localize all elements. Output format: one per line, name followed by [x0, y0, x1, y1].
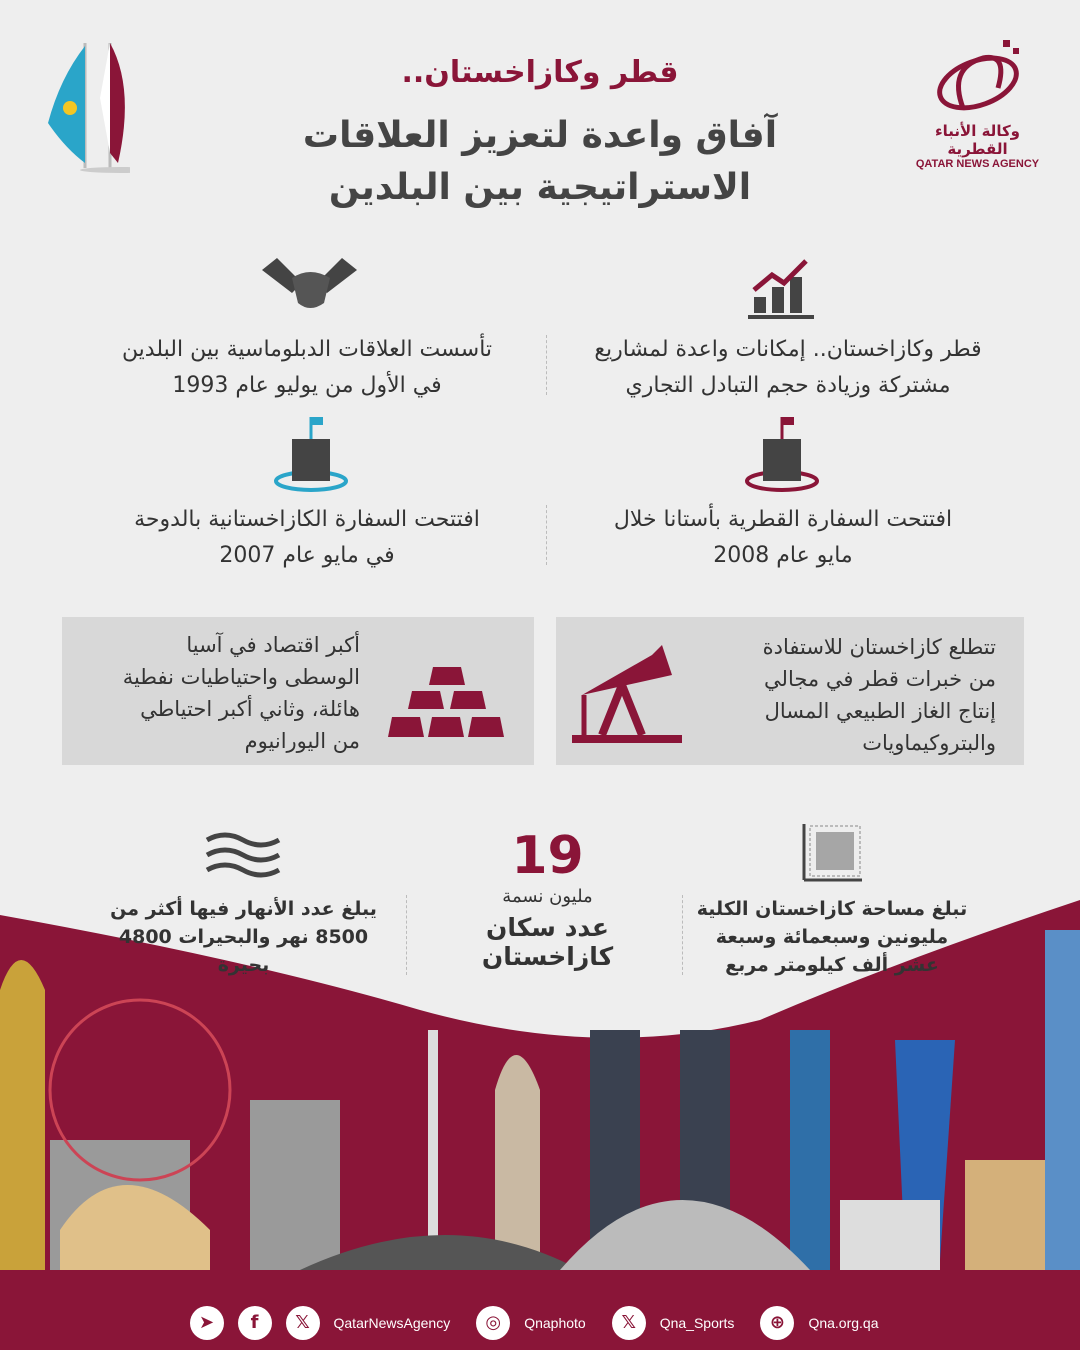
website-link[interactable]: Qna.org.qa: [808, 1314, 879, 1331]
title-line-1: آفاق واعدة لتعزيز العلاقات: [302, 115, 778, 156]
stat-area: [682, 895, 982, 979]
box-line: الوسطى واحتياطيات نفطية: [122, 665, 360, 689]
box-line: هائلة، وثاني أكبر احتياطي: [140, 697, 360, 721]
fact-kazakh-embassy: [72, 502, 542, 574]
fact-line: مايو عام 2008: [713, 543, 853, 568]
box-line: إنتاج الغاز الطبيعي المسال: [764, 699, 996, 723]
stat-rivers: [96, 895, 391, 979]
fact-line: افتتحت السفارة الكازاخستانية بالدوحة: [134, 507, 480, 532]
x-icon[interactable]: 𝕏: [286, 1306, 320, 1340]
gold-bars-icon: [388, 667, 506, 742]
fact-trade: [553, 332, 1023, 404]
fact-line: قطر وكازاخستان.. إمكانات واعدة لمشاريع: [594, 337, 982, 362]
fact-line: في الأول من يوليو عام 1993: [172, 373, 442, 398]
fact-qatar-embassy: [548, 502, 1018, 574]
telegram-icon[interactable]: ➤: [190, 1306, 224, 1340]
rivers-icon: [205, 830, 281, 880]
growth-chart-icon: [748, 255, 816, 320]
instagram-icon[interactable]: ◎: [476, 1306, 510, 1340]
stat-population: [420, 826, 675, 971]
fact-line: في مايو عام 2007: [219, 543, 395, 568]
stat-line: تبلغ مساحة كازاخستان الكلية: [696, 898, 968, 920]
stat-line: 8500 نهر والبحيرات 4800: [118, 926, 369, 948]
embassy-icon: [272, 415, 350, 495]
box-economy: [62, 617, 534, 765]
logo-arabic: وكالة الأنباء القطرية: [935, 122, 1020, 158]
divider: [546, 505, 547, 565]
oil-pump-icon: [572, 635, 682, 747]
qna-logo-icon: [928, 38, 1028, 118]
stat-line: يبلغ عدد الأنهار فيها أكثر من: [110, 898, 377, 920]
stat-line: بحيرة: [217, 954, 270, 976]
divider: [406, 895, 407, 975]
stat-line: مليونين وسبعمائة وسبعة: [715, 926, 949, 948]
box-economy-text: [123, 629, 360, 757]
fact-line: افتتحت السفارة القطرية بأستانا خلال: [613, 507, 953, 532]
footer: [0, 1295, 1080, 1350]
social-handle-link[interactable]: QatarNewsAgency: [333, 1314, 451, 1331]
qna-logo: [905, 38, 1050, 170]
box-line: تتطلع كازاخستان للاستفادة: [762, 635, 996, 659]
divider: [682, 895, 683, 975]
box-energy: [556, 617, 1024, 765]
instagram-link[interactable]: Qnaphoto: [524, 1314, 586, 1331]
area-icon: [800, 822, 864, 882]
divider: [546, 335, 547, 395]
population-label: عدد سكان كازاخستان: [481, 913, 614, 971]
fact-line: تأسست العلاقات الدبلوماسية بين البلدين: [121, 337, 493, 362]
title-line-2: الاستراتيجية بين البلدين: [328, 167, 752, 208]
box-line: أكبر اقتصاد في آسيا: [186, 633, 360, 657]
stat-line: عشر ألف كيلومتر مربع: [725, 954, 939, 976]
kicker: قطر وكازاخستان..: [401, 55, 679, 90]
box-line: من اليورانيوم: [244, 729, 360, 753]
embassy-icon: [743, 415, 821, 495]
facebook-icon[interactable]: f: [238, 1306, 272, 1340]
box-line: والبتروكيماويات: [862, 731, 996, 755]
fact-relations: [72, 332, 542, 404]
population-unit: مليون نسمة: [502, 886, 593, 907]
x-icon[interactable]: 𝕏: [612, 1306, 646, 1340]
population-number: 19: [511, 826, 584, 886]
box-line: من خبرات قطر في مجالي: [764, 667, 996, 691]
logo-english: QATAR NEWS AGENCY: [915, 158, 1040, 170]
box-energy-text: [763, 631, 996, 759]
fact-line: مشتركة وزيادة حجم التبادل التجاري: [625, 373, 951, 398]
globe-icon[interactable]: ⊕: [760, 1306, 794, 1340]
sports-link[interactable]: Qna_Sports: [659, 1314, 735, 1331]
handshake-icon: [262, 258, 357, 316]
